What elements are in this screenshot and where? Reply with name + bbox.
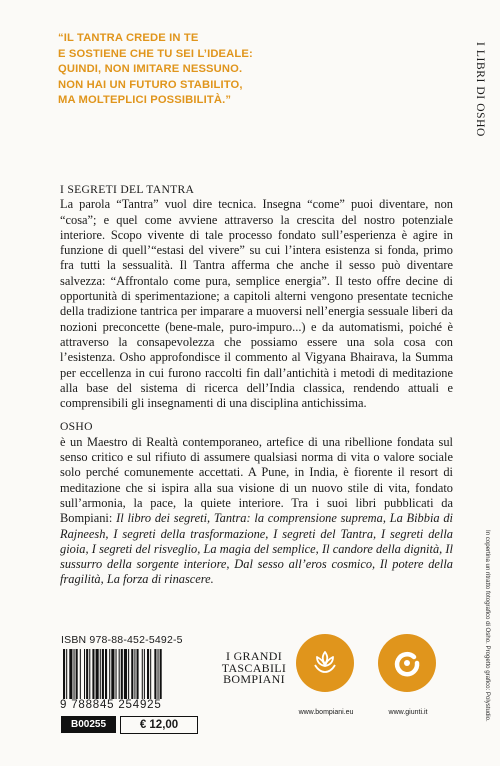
back-cover-footer	[60, 628, 476, 743]
series-spine-title: I LIBRI DI OSHO	[474, 42, 486, 137]
barcode-bar	[63, 649, 65, 699]
barcode-bar	[154, 649, 156, 699]
book-heading: I SEGRETI DEL TANTRA	[60, 183, 195, 196]
author-book-titles: Il libro dei segreti, Tantra: la comprensione suprema, La Bibbia di Rajneesh, I segreti della trasformazione, I segreti del Tantra, I segreti della gioia, I segreti del risveglio, La magia del semplice, Il candore della dignità, Il sussurro della sorgente interiore, Dal sesso all’eros cosmico, Il potere della fragilità, La forza di rinascere.	[60, 511, 453, 587]
barcode-bar	[121, 649, 123, 699]
barcode-area	[60, 628, 202, 738]
price-label: € 12,00	[120, 716, 198, 734]
barcode-bar	[105, 649, 107, 699]
barcode-bar	[144, 649, 145, 699]
author-section	[60, 419, 453, 587]
series-name-line: TASCABILI	[221, 660, 287, 675]
barcode-bar	[147, 649, 149, 699]
barcode-bar	[116, 649, 117, 699]
author-bio	[60, 435, 453, 588]
barcode-bar	[74, 649, 75, 699]
barcode-bar	[96, 649, 99, 699]
barcode-bar	[89, 649, 90, 699]
author-heading: OSHO	[60, 420, 93, 434]
giunti-logo	[378, 634, 436, 692]
barcode-bar	[69, 649, 72, 699]
series-name-line: BOMPIANI	[223, 672, 285, 686]
barcode-bar	[150, 649, 151, 699]
barcode-bar	[119, 649, 120, 699]
barcode-bar	[109, 649, 110, 699]
quote-line: E SOSTIENE CHE TU SEI L’IDEALE:	[58, 47, 253, 60]
book-section	[60, 182, 453, 411]
cover-credit: In copertina un ritratto fotografico di Osho. Progetto grafico: Polystudio.	[484, 530, 491, 722]
series-name	[219, 651, 289, 686]
barcode-bar	[137, 649, 139, 699]
barcode-bar	[66, 649, 67, 699]
barcode-bar	[84, 649, 85, 699]
back-cover-text	[60, 182, 453, 588]
bompiani-logo	[296, 634, 354, 692]
barcode-bar	[158, 649, 159, 699]
isbn-label: ISBN 978-88-452-5492-5	[61, 634, 183, 646]
series-name-line: I GRANDI	[225, 649, 283, 663]
bompiani-logo-block	[296, 634, 356, 716]
cover-quote	[58, 31, 428, 109]
barcode-bar	[134, 649, 135, 699]
barcode-bar	[100, 649, 101, 699]
barcode-bar	[131, 649, 133, 699]
barcode-bar	[80, 649, 81, 699]
giunti-url: www.giunti.it	[388, 709, 428, 716]
barcode-bar	[160, 649, 162, 699]
bompiani-url: www.bompiani.eu	[298, 709, 354, 716]
quote-line: “IL TANTRA CREDE IN TE	[58, 32, 199, 44]
quote-line: NON HAI UN FUTURO STABILITO,	[58, 78, 243, 91]
giunti-logo-block	[378, 634, 438, 716]
barcode-bar	[128, 649, 129, 699]
spiral-icon	[392, 648, 422, 678]
barcode-bar	[102, 649, 104, 699]
barcode-bar	[92, 649, 94, 699]
barcode-bar	[111, 649, 114, 699]
quote-line: MA MOLTEPLICI POSSIBILITÀ.”	[58, 94, 232, 106]
quote-line: QUINDI, NON IMITARE NESSUNO.	[58, 63, 243, 75]
barcode-bar	[76, 649, 78, 699]
barcode-bar	[124, 649, 127, 699]
barcode-number: 9 788845 254925	[60, 699, 162, 711]
barcode-bar	[86, 649, 88, 699]
barcode-graphic	[63, 649, 199, 699]
book-description: La parola “Tantra” vuol dire tecnica. Insegna “come” puoi diventare, non “cosa”; e quel come avviene attraverso la crescita del nostro potenziale interiore. Scopo vivente di tale processo fondato sull’esperienza è agire in funzione di quell’“estasi del vivere” su cui l’intera esistenza si fonda, primo fra tutti la sessualità. Il Tantra afferma che anche il sesso può diventare salvezza: “Affrontalo come pura, semplice energia”. Il testo offre decine di opportunità di sperimentazione; a capitoli alterni vengono presentate tecniche della tradizione tantrica per imparare a muoversi nell’energia sessuale liberi da nozioni preconcette (bene-male, puro-impuro...) e da automatismi, poiché è attraverso la consapevolezza che possiamo essere una sola cosa con l’esistenza. Osho approfondisce il commento al Vigyana Bhairava, la Summa per eccellenza in cui furono raccolti fin dall’antichità i metodi di meditazione alla base del sistema di ricerca dell’India classica, rendendo attuali e comprensibili gli insegnamenti di una disciplina antichissima.	[60, 197, 453, 411]
product-code: B00255	[61, 716, 116, 733]
barcode-bar	[142, 649, 143, 699]
author-bio-text: è un Maestro di Realtà contemporaneo, artefice di una ribellione fondata sul senso critico e sul rifiuto di assumere qualsiasi norma di vita o valore sociale solo perché comunemente accettati. A Pune, in India, è fiorente il resort di meditazione che si ispira alla sua visione di un nuovo stile di vita, fondato sull’armonia, la pace, la quiete interiore. Tra i suoi libri pubblicati da Bompiani:	[60, 434, 453, 526]
lotus-icon	[310, 648, 340, 678]
